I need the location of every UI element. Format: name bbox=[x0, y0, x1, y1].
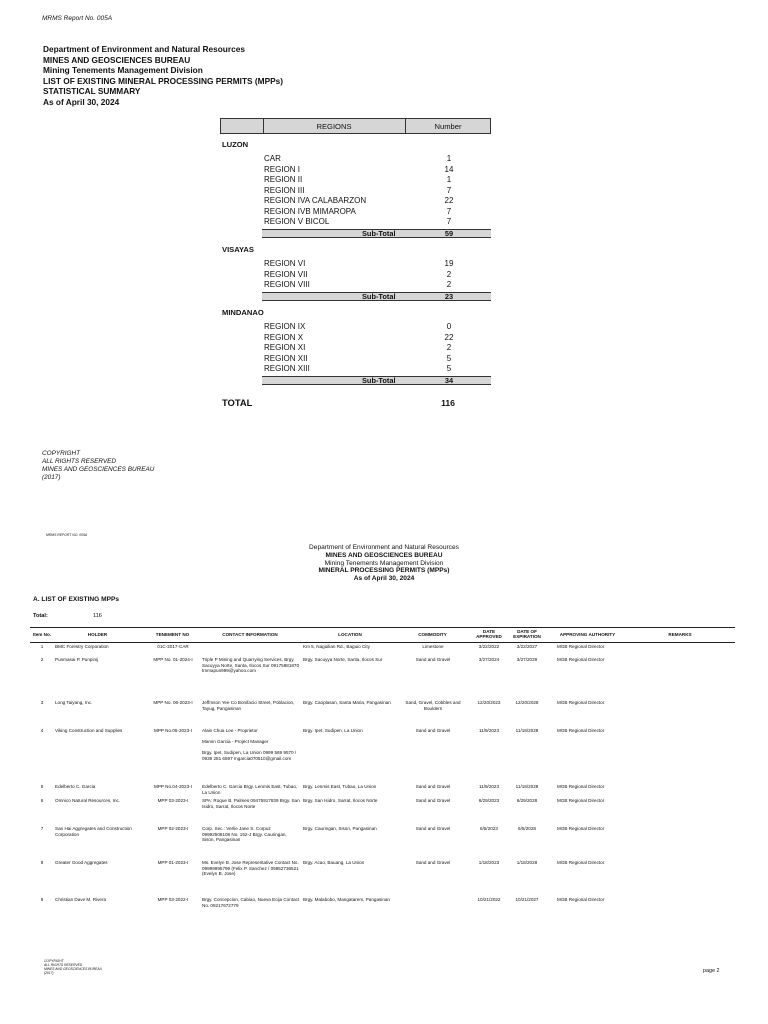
cell-authority: MGB Regional Director bbox=[557, 860, 605, 865]
list-total-label: Total: bbox=[33, 613, 48, 619]
region-row bbox=[264, 154, 488, 164]
cell-commodity: Sand and Gravel bbox=[415, 798, 451, 803]
region-count: 7 bbox=[446, 185, 452, 195]
cell-commodity: Sand and Gravel bbox=[415, 860, 451, 865]
column-header: CONTACT INFORMATION bbox=[222, 632, 278, 637]
cell-location: Brgy. Sacuyya Norte, Santa, Ilocos Sur bbox=[303, 657, 383, 662]
region-row bbox=[264, 259, 488, 269]
region-count: 5 bbox=[446, 353, 452, 363]
region-count: 2 bbox=[446, 343, 452, 352]
header-line: LIST OF EXISTING MINERAL PROCESSING PERMITS (MPPs) bbox=[43, 75, 284, 86]
cell-no: 6 bbox=[40, 798, 44, 803]
cell-approved: 1/18/2023 bbox=[478, 860, 500, 865]
cell-expiration: 6/29/2028 bbox=[516, 798, 538, 803]
region-count: 22 bbox=[444, 196, 454, 205]
cell-tenement: 01C-2017-CAR bbox=[157, 644, 189, 649]
cell-tenement: MPP No.05-2023-I bbox=[154, 728, 192, 733]
cell-location: Brgy. San Isidro, Sarrat, Ilocos Norte bbox=[303, 798, 378, 803]
copyright-notice bbox=[42, 450, 154, 482]
region-row bbox=[264, 207, 488, 217]
region-name: REGION IX bbox=[264, 322, 306, 331]
summary-table-header bbox=[220, 118, 491, 134]
subtotal-label: Sub-Total bbox=[362, 292, 396, 301]
column-header-regions: REGIONS bbox=[316, 122, 352, 131]
header-line: As of April 30, 2024 bbox=[353, 575, 415, 583]
island-group-mindanao: MINDANAO bbox=[222, 308, 264, 317]
subtotal-row-mindanao bbox=[262, 376, 491, 385]
cell-location: Brgy. Ipet, Sudipen, La Union bbox=[303, 728, 363, 733]
cell-contact: Ms. Evelyn B. Jose Representative Contact No. 09999995799 (Felix P. Sanchez / 09852736521 (Evelyn B. Jose) bbox=[202, 860, 299, 877]
cell-contact: SPA: Roque B. Palmes 09475917839 Brgy. San Isidro, Sarrat, Ilocos Norte bbox=[202, 798, 300, 809]
subtotal-value: 34 bbox=[444, 376, 454, 385]
header-line: Department of Environment and Natural Resources bbox=[309, 544, 459, 551]
cell-contact: Edelberto C. Garcia Brgy. Lenmis East, Tubao, La Union bbox=[202, 784, 298, 795]
region-row bbox=[264, 343, 488, 353]
header-line: MINES AND GEOSCIENCES BUREAU bbox=[43, 54, 191, 65]
region-row bbox=[264, 165, 488, 175]
cell-expiration: 3/27/2029 bbox=[516, 657, 538, 662]
cell-approved: 11/9/2023 bbox=[478, 784, 500, 789]
document-header bbox=[43, 44, 283, 108]
page2-copyright bbox=[44, 960, 102, 976]
region-name: REGION VII bbox=[264, 269, 308, 279]
region-count: 2 bbox=[446, 269, 452, 279]
copyright-line: (2017) bbox=[42, 474, 61, 481]
region-name: REGION VIII bbox=[264, 280, 310, 289]
cell-no: 2 bbox=[40, 657, 44, 662]
list-total-value: 116 bbox=[93, 613, 102, 619]
grand-total-value: 116 bbox=[441, 398, 455, 408]
cell-contact: Corp. Sec.: Verlie Jane S. Corpuz 09992508108 No. 152-J Brgy. Cauringan, Sison, Pangasinan bbox=[202, 826, 287, 843]
region-name: REGION V BICOL bbox=[264, 217, 330, 226]
cell-expiration: 10/21/2027 bbox=[515, 897, 539, 902]
column-header: DATE APPROVED bbox=[476, 629, 502, 640]
region-count: 1 bbox=[446, 154, 452, 163]
header-line: Mining Tenements Management Division bbox=[324, 559, 444, 567]
header-line: STATISTICAL SUMMARY bbox=[43, 86, 141, 97]
region-count: 7 bbox=[446, 206, 452, 216]
cell-approved: 10/21/2022 bbox=[477, 897, 501, 902]
region-name: REGION II bbox=[264, 175, 303, 184]
cell-location: Brgy. Malabobo, Mangatarem, Pangasinan bbox=[303, 897, 390, 902]
cell-tenement: MPP 03-2023-I bbox=[157, 798, 189, 803]
cell-authority: MGB Regional Director bbox=[557, 644, 605, 649]
cell-expiration: 12/20/2028 bbox=[515, 700, 539, 705]
copyright-line: ALL RIGHTS RESERVED bbox=[44, 962, 83, 967]
region-count: 22 bbox=[444, 332, 454, 342]
copyright-line: COPYRIGHT bbox=[42, 450, 80, 457]
cell-approved: 12/20/2023 bbox=[477, 700, 501, 705]
cell-approved: 11/9/2023 bbox=[478, 728, 500, 733]
cell-holder: Viking Construction and Supplies bbox=[55, 728, 123, 733]
cell-holder: San Hai Aggregates and Construction Corporation bbox=[55, 826, 132, 837]
cell-expiration: 1/18/2028 bbox=[516, 860, 538, 865]
region-row bbox=[264, 217, 488, 227]
copyright-line: ALL RIGHTS RESERVED bbox=[42, 458, 116, 465]
column-header: REMARKS bbox=[668, 632, 692, 637]
cell-tenement: MPP 03-2022-I bbox=[157, 897, 189, 902]
cell-location: Km 5, Naguilian Rd., Baguio City bbox=[303, 644, 370, 649]
cell-approved: 3/27/2024 bbox=[478, 657, 500, 662]
cell-authority: MGB Regional Director bbox=[557, 897, 605, 902]
region-count: 1 bbox=[446, 175, 452, 184]
region-row bbox=[264, 354, 488, 364]
region-count: 5 bbox=[446, 364, 452, 373]
cell-commodity: Sand and Gravel bbox=[415, 826, 451, 831]
cell-holder: Greater Good Aggregates bbox=[55, 860, 108, 865]
column-header: Item No. bbox=[32, 632, 52, 637]
cell-holder: BMC Forestry Corporation bbox=[55, 644, 109, 649]
cell-holder: Edelberto C. Garcia bbox=[55, 784, 96, 789]
cell-expiration: 11/18/2028 bbox=[515, 728, 539, 733]
cell-tenement: MPP No. 01-2024-I bbox=[153, 657, 193, 662]
column-header: DATE OF EXPIRATION bbox=[513, 629, 541, 640]
subtotal-value: 23 bbox=[444, 292, 454, 301]
cell-location: Brgy. Cauringan, Sison, Pangasinan bbox=[303, 826, 377, 831]
cell-contact: Triple P Mining and Quarrying Services, Brgy. Sacuyya Norte, Santa, Ilocos Sur 09175881870 tmmapun999@yahoo.com bbox=[202, 657, 300, 674]
page2-header bbox=[250, 544, 518, 583]
header-line: As of April 30, 2024 bbox=[43, 96, 120, 107]
region-row bbox=[264, 322, 488, 332]
section-title: A. LIST OF EXISTING MPPs bbox=[33, 596, 120, 603]
region-name: REGION XIII bbox=[264, 364, 310, 373]
cell-authority: MGB Regional Director bbox=[557, 657, 605, 662]
cell-location: Brgy. Caoplasan, Santa Maria, Pangasinan bbox=[303, 700, 391, 705]
cell-authority: MGB Regional Director bbox=[557, 728, 605, 733]
cell-no: 3 bbox=[40, 700, 44, 705]
header-line: MINES AND GEOSCIENCES BUREAU bbox=[325, 551, 443, 559]
cell-no: 7 bbox=[40, 826, 44, 831]
cell-commodity: Sand and Gravel bbox=[415, 657, 451, 662]
header-line: Mining Tenements Management Division bbox=[43, 65, 203, 76]
region-name: REGION IVA CALABARZON bbox=[264, 196, 367, 205]
copyright-line: MINES AND GEOSCIENCES BUREAU bbox=[42, 466, 155, 473]
region-name: REGION I bbox=[264, 164, 301, 174]
region-row bbox=[264, 280, 488, 290]
cell-holder: Long Taiyang, Inc. bbox=[55, 700, 93, 705]
cell-commodity: Limestone bbox=[422, 644, 444, 649]
region-count: 0 bbox=[446, 322, 452, 331]
region-name: REGION III bbox=[264, 185, 305, 195]
region-name: REGION X bbox=[264, 332, 304, 342]
region-count: 7 bbox=[446, 217, 452, 226]
cell-tenement: MPP No.04-2023-I bbox=[154, 784, 192, 789]
region-count: 2 bbox=[446, 280, 452, 289]
header-line: MINERAL PROCESSING PERMITS (MPPs) bbox=[318, 567, 450, 575]
subtotal-row-visayas bbox=[262, 292, 491, 301]
page2-report-number: MRMS REPORT NO. 005A bbox=[46, 533, 88, 537]
region-row bbox=[264, 186, 488, 196]
grand-total-label: TOTAL bbox=[222, 397, 253, 408]
region-name: REGION XII bbox=[264, 353, 308, 363]
region-name: REGION IVB MIMAROPA bbox=[264, 206, 356, 216]
subtotal-value: 59 bbox=[444, 229, 454, 238]
page-number: page 2 bbox=[703, 968, 720, 974]
column-header: APPROVING AUTHORITY bbox=[559, 632, 616, 637]
table-rule bbox=[30, 627, 735, 628]
report-number: MRMS Report No. 005A bbox=[42, 15, 113, 22]
region-row bbox=[264, 196, 488, 206]
copyright-line: (2017) bbox=[44, 970, 54, 975]
cell-no: 8 bbox=[40, 860, 44, 865]
cell-authority: MGB Regional Director bbox=[557, 798, 605, 803]
copyright-line: MINES AND GEOSCIENCES BUREAU bbox=[44, 966, 102, 971]
region-row bbox=[264, 333, 488, 343]
cell-no: 9 bbox=[40, 897, 44, 902]
region-row bbox=[264, 175, 488, 185]
subtotal-label: Sub-Total bbox=[362, 376, 396, 385]
column-header: HOLDER bbox=[87, 632, 108, 637]
subtotal-label: Sub-Total bbox=[362, 229, 396, 238]
cell-commodity: Sand, Gravel, Cobbles and Boulders bbox=[405, 700, 461, 711]
region-row bbox=[264, 364, 488, 374]
island-group-luzon: LUZON bbox=[222, 140, 249, 149]
region-name: REGION XI bbox=[264, 343, 306, 352]
cell-contact: Jeffmson Yee Co Bonifacio Street, Poblacion, Tayug, Pangasinan bbox=[202, 700, 295, 711]
subtotal-row-luzon bbox=[262, 229, 491, 238]
cell-contact: Alain Chua Lee - Proprietor Marvin Garcia - Project Manager Brgy. Ipet, Sudipen, La Union 0999 569 9570 / 0939 281 6597 mgarcia070510@gmail.com bbox=[202, 728, 297, 761]
region-name: REGION VI bbox=[264, 259, 306, 268]
region-count: 19 bbox=[444, 259, 454, 268]
cell-authority: MGB Regional Director bbox=[557, 784, 605, 789]
cell-commodity: Sand and Gravel bbox=[415, 784, 451, 789]
table-rule bbox=[30, 642, 735, 643]
cell-tenement: MPP No. 06-2023-I bbox=[153, 700, 193, 705]
cell-expiration: 3/22/2027 bbox=[516, 644, 538, 649]
cell-commodity: Sand and Gravel bbox=[415, 728, 451, 733]
cell-approved: 3/22/2022 bbox=[478, 644, 500, 649]
cell-expiration: 6/5/2028 bbox=[518, 826, 536, 831]
cell-tenement: MPP 01-2023-I bbox=[157, 860, 189, 865]
island-group-visayas: VISAYAS bbox=[222, 245, 254, 254]
cell-contact: Brgy. Concepcion, Cabiao, Nueva Ecija Contact No. 09217672779 bbox=[202, 897, 300, 908]
cell-no: 4 bbox=[40, 728, 44, 733]
cell-approved: 6/29/2023 bbox=[478, 798, 500, 803]
cell-approved: 6/5/2023 bbox=[480, 826, 498, 831]
header-line: Department of Environment and Natural Resources bbox=[43, 44, 245, 54]
cell-holder: Omnico Natural Resources, Inc. bbox=[55, 798, 121, 803]
cell-no: 5 bbox=[40, 784, 44, 789]
cell-tenement: MPP 02-2023-I bbox=[157, 826, 189, 831]
region-name: CAR bbox=[264, 154, 281, 163]
cell-holder: Punmasai P. Punpinij bbox=[55, 657, 99, 662]
copyright-line: COPYRIGHT bbox=[44, 959, 64, 963]
cell-no: 1 bbox=[40, 644, 44, 649]
column-header: LOCATION bbox=[338, 632, 362, 637]
cell-location: Brgy. Acao, Bauang, La Union bbox=[303, 860, 365, 865]
cell-authority: MGB Regional Director bbox=[557, 826, 605, 831]
column-header-number: Number bbox=[434, 122, 462, 131]
cell-location: Brgy. Lenmis East, Tubao, La Union bbox=[303, 784, 377, 789]
cell-authority: MGB Regional Director bbox=[557, 700, 605, 705]
region-row bbox=[264, 270, 488, 280]
column-header: TENEMENT NO bbox=[155, 632, 190, 637]
cell-expiration: 11/18/2028 bbox=[515, 784, 539, 789]
region-count: 14 bbox=[444, 164, 454, 174]
column-header: COMMODITY bbox=[418, 632, 447, 637]
cell-holder: Christian Dave M. Rivera bbox=[55, 897, 107, 902]
